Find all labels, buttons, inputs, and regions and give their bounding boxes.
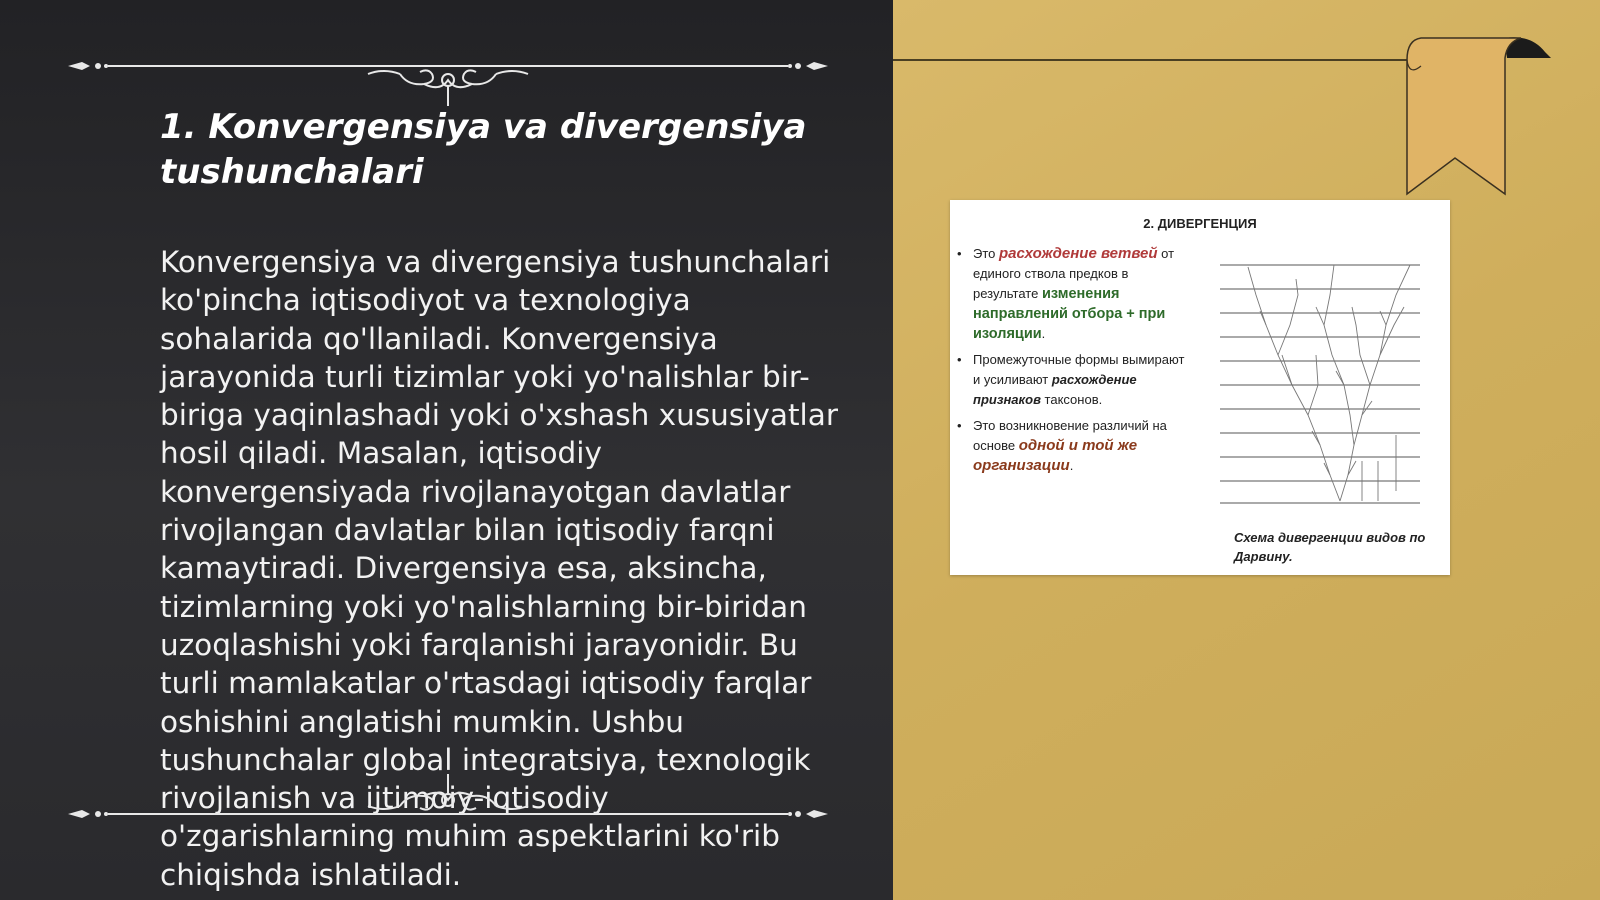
highlight-term: расхождение признаков [973, 372, 1137, 407]
highlight-term: одной и той же организации [973, 437, 1138, 474]
right-panel [893, 0, 1600, 900]
highlight-term: расхождение ветвей [999, 245, 1158, 262]
header-rule [893, 59, 1438, 61]
list-item: • Промежуточные формы вымирают и усиливают расхождение признаков таксонов. [955, 350, 1195, 410]
bookmark-ribbon-icon [1405, 36, 1555, 196]
slide-title: 1. Konvergensiya va divergensiya tushunchalari [160, 107, 807, 192]
ornament-divider-bottom-icon [68, 770, 828, 830]
list-item: • Это возникновение различий на основе одной и той же организации. [955, 416, 1195, 476]
darwin-divergence-diagram-icon [1220, 255, 1430, 505]
figure-title: 2. ДИВЕРГЕНЦИЯ [1143, 216, 1257, 231]
figure-caption: Схема дивергенции видов по Дарвину. [1234, 530, 1426, 564]
list-item: • Это расхождение ветвей от единого ствола предков в результате изменения направлений отбора + при изоляции. [955, 244, 1195, 344]
divergence-figure [950, 200, 1450, 575]
figure-bullet-list [955, 244, 1195, 482]
body-paragraph: Konvergensiya va divergensiya tushunchalari ko'pincha iqtisodiyot va texnologiya sohalarida qo'llaniladi. Konvergensiya jarayonida turli tizimlar yoki yo'nalishlar bir-biriga yaqinlashadi yoki o'xshash xususiyatlar hosil qiladi. Masalan, iqtisodiy konvergensiyada rivojlanayotgan davlatlar rivojlangan davlatlar bilan iqtisodiy farqni kamaytiradi. Divergensiya esa, aksincha, tizimlarning yoki yo'nalishlarning bir-biridan uzoqlashishi yoki farqlanishi jarayonidir. Bu turli mamlakatlar o'rtasdagi iqtisodiy farqlar oshishini anglatishi mumkin. Ushbu tushunchalar global integratsiya, texnologik rivojlanish va ijtimoiy-iqtisodiy o'zgarishlarning muhim aspektlarini ko'rib chiqishda ishlatiladi. [160, 245, 838, 892]
ornament-divider-top-icon [68, 50, 828, 110]
highlight-term: изменения направлений отбора + при изоляции [973, 286, 1166, 342]
